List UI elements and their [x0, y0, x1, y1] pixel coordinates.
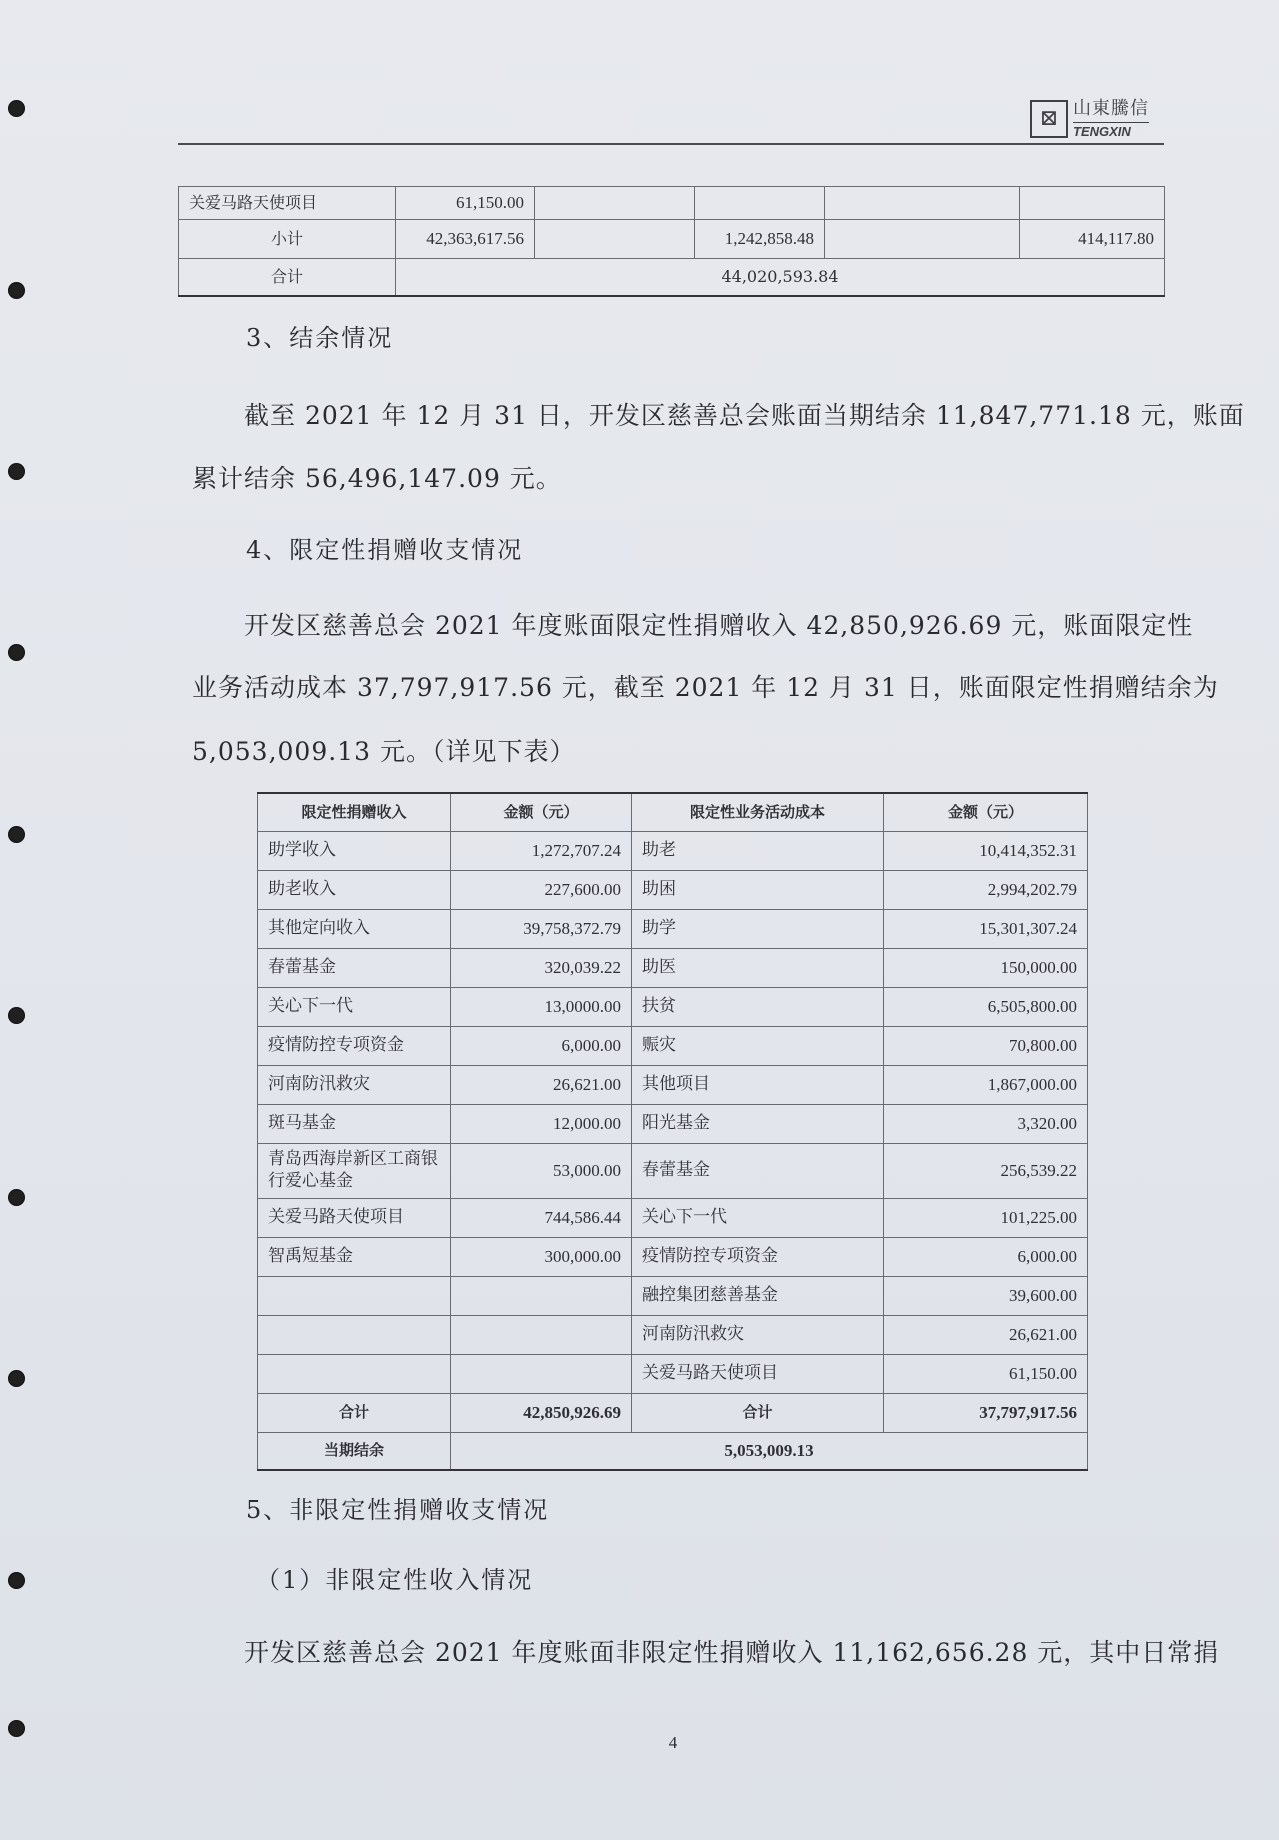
cell: 扶贫 — [632, 987, 884, 1026]
table-total-row — [258, 1393, 1088, 1432]
table-row — [258, 987, 1088, 1026]
previous-table-continuation — [178, 186, 1165, 297]
cell — [1020, 187, 1165, 220]
cell: 12,000.00 — [451, 1104, 632, 1143]
binder-hole — [8, 463, 25, 480]
section-title-balance: 3、结余情况 — [246, 324, 394, 352]
cell: 1,272,707.24 — [451, 831, 632, 870]
cell: 39,600.00 — [884, 1276, 1088, 1315]
table-total-row — [179, 259, 1165, 296]
column-header: 限定性业务活动成本 — [632, 793, 884, 831]
cell: 助老 — [632, 831, 884, 870]
cell: 6,505,800.00 — [884, 987, 1088, 1026]
table-row — [258, 1354, 1088, 1393]
cell: 300,000.00 — [451, 1237, 632, 1276]
cell: 1,242,858.48 — [695, 220, 825, 259]
cell — [695, 187, 825, 220]
cell — [451, 1276, 632, 1315]
cell: 15,301,307.24 — [884, 909, 1088, 948]
cell: 智禹短基金 — [258, 1237, 451, 1276]
cell: 助学收入 — [258, 831, 451, 870]
cell: 阳光基金 — [632, 1104, 884, 1143]
cell — [258, 1276, 451, 1315]
cell: 26,621.00 — [451, 1065, 632, 1104]
cell: 53,000.00 — [451, 1143, 632, 1198]
binder-hole — [8, 282, 25, 299]
cell — [825, 220, 1020, 259]
cell: 助医 — [632, 948, 884, 987]
balance-value: 5,053,009.13 — [451, 1432, 1088, 1470]
cell: 青岛西海岸新区工商银行爱心基金 — [258, 1143, 451, 1198]
column-header: 金额（元） — [451, 793, 632, 831]
cell: 小计 — [179, 220, 396, 259]
tengxin-logo-icon: ⊠ — [1030, 100, 1068, 138]
table-row — [258, 1104, 1088, 1143]
table-row — [258, 909, 1088, 948]
paragraph-line: 开发区慈善总会 2021 年度账面非限定性捐赠收入 11,162,656.28 元，其中日常捐 — [244, 1638, 1220, 1667]
column-header: 金额（元） — [884, 793, 1088, 831]
cell: 10,414,352.31 — [884, 831, 1088, 870]
cell — [535, 220, 695, 259]
cell: 融控集团慈善基金 — [632, 1276, 884, 1315]
table-row — [258, 1237, 1088, 1276]
cell: 关爱马路天使项目 — [258, 1198, 451, 1237]
binder-hole — [8, 1370, 25, 1387]
cell: 13,0000.00 — [451, 987, 632, 1026]
paragraph-line: 5,053,009.13 元。（详见下表） — [192, 737, 576, 766]
table-row — [258, 870, 1088, 909]
table-row — [258, 831, 1088, 870]
cell: 河南防汛救灾 — [632, 1315, 884, 1354]
cell — [451, 1315, 632, 1354]
cell: 61,150.00 — [396, 187, 535, 220]
total-value-cost: 37,797,917.56 — [884, 1393, 1088, 1432]
cell: 河南防汛救灾 — [258, 1065, 451, 1104]
cell: 助老收入 — [258, 870, 451, 909]
section-title-restricted: 4、限定性捐赠收支情况 — [246, 536, 524, 564]
cell: 春蕾基金 — [258, 948, 451, 987]
table-row — [258, 1198, 1088, 1237]
cell: 关心下一代 — [632, 1198, 884, 1237]
cell: 42,363,617.56 — [396, 220, 535, 259]
paragraph-line: 业务活动成本 37,797,917.56 元，截至 2021 年 12 月 31 日，账面限定性捐赠结余为 — [192, 673, 1219, 702]
cell: 414,117.80 — [1020, 220, 1165, 259]
cell: 2,994,202.79 — [884, 870, 1088, 909]
logo-text-group — [1073, 100, 1149, 138]
total-label-income: 合计 — [258, 1393, 451, 1432]
paragraph-line: 截至 2021 年 12 月 31 日，开发区慈善总会账面当期结余 11,847,771.18 元，账面 — [244, 401, 1245, 430]
section-title-unrestricted: 5、非限定性捐赠收支情况 — [246, 1496, 550, 1524]
cell — [535, 187, 695, 220]
table-row — [258, 1143, 1088, 1198]
cell: 26,621.00 — [884, 1315, 1088, 1354]
cell: 6,000.00 — [884, 1237, 1088, 1276]
table-row — [179, 220, 1165, 259]
table-row — [179, 187, 1165, 220]
table-row — [258, 948, 1088, 987]
binder-hole — [8, 1720, 25, 1737]
cell: 助学 — [632, 909, 884, 948]
table-row — [258, 1026, 1088, 1065]
cell: 赈灾 — [632, 1026, 884, 1065]
cell: 150,000.00 — [884, 948, 1088, 987]
cell: 256,539.22 — [884, 1143, 1088, 1198]
cell — [258, 1354, 451, 1393]
cell — [451, 1354, 632, 1393]
total-label-cost: 合计 — [632, 1393, 884, 1432]
cell: 70,800.00 — [884, 1026, 1088, 1065]
logo-chinese-name: 山東騰信 — [1073, 98, 1149, 119]
cell: 3,320.00 — [884, 1104, 1088, 1143]
section-subtitle-unrestricted-income: （1）非限定性收入情况 — [256, 1566, 534, 1594]
cell — [825, 187, 1020, 220]
binder-hole — [8, 644, 25, 661]
cell: 6,000.00 — [451, 1026, 632, 1065]
header-rule — [178, 143, 1164, 145]
cell: 101,225.00 — [884, 1198, 1088, 1237]
cell: 39,758,372.79 — [451, 909, 632, 948]
cell: 关爱马路天使项目 — [179, 187, 396, 220]
binder-hole — [8, 1007, 25, 1024]
cell: 其他定向收入 — [258, 909, 451, 948]
cell: 关心下一代 — [258, 987, 451, 1026]
column-header: 限定性捐赠收入 — [258, 793, 451, 831]
cell: 疫情防控专项资金 — [258, 1026, 451, 1065]
cell: 744,586.44 — [451, 1198, 632, 1237]
balance-label: 当期结余 — [258, 1432, 451, 1470]
binder-hole — [8, 1572, 25, 1589]
total-value: 44,020,593.84 — [396, 259, 1165, 296]
binder-hole — [8, 826, 25, 843]
binder-hole — [8, 1189, 25, 1206]
table-row — [258, 1276, 1088, 1315]
paragraph-line: 累计结余 56,496,147.09 元。 — [192, 464, 562, 493]
paragraph-line: 开发区慈善总会 2021 年度账面限定性捐赠收入 42,850,926.69 元，账面限定性 — [244, 611, 1194, 640]
cell: 61,150.00 — [884, 1354, 1088, 1393]
binder-hole — [8, 100, 25, 117]
logo-english-name: TENGXIN — [1073, 122, 1149, 138]
cell: 疫情防控专项资金 — [632, 1237, 884, 1276]
table-header-row — [258, 793, 1088, 831]
cell: 斑马基金 — [258, 1104, 451, 1143]
table-row — [258, 1315, 1088, 1354]
cell: 助困 — [632, 870, 884, 909]
cell: 春蕾基金 — [632, 1143, 884, 1198]
cell: 320,039.22 — [451, 948, 632, 987]
page-number: 4 — [668, 1733, 678, 1752]
total-label: 合计 — [179, 259, 396, 296]
cell: 227,600.00 — [451, 870, 632, 909]
cell: 其他项目 — [632, 1065, 884, 1104]
table-row — [258, 1065, 1088, 1104]
cell — [258, 1315, 451, 1354]
total-value-income: 42,850,926.69 — [451, 1393, 632, 1432]
cell: 关爱马路天使项目 — [632, 1354, 884, 1393]
restricted-donation-table — [257, 792, 1088, 1471]
cell: 1,867,000.00 — [884, 1065, 1088, 1104]
table-balance-row — [258, 1432, 1088, 1470]
